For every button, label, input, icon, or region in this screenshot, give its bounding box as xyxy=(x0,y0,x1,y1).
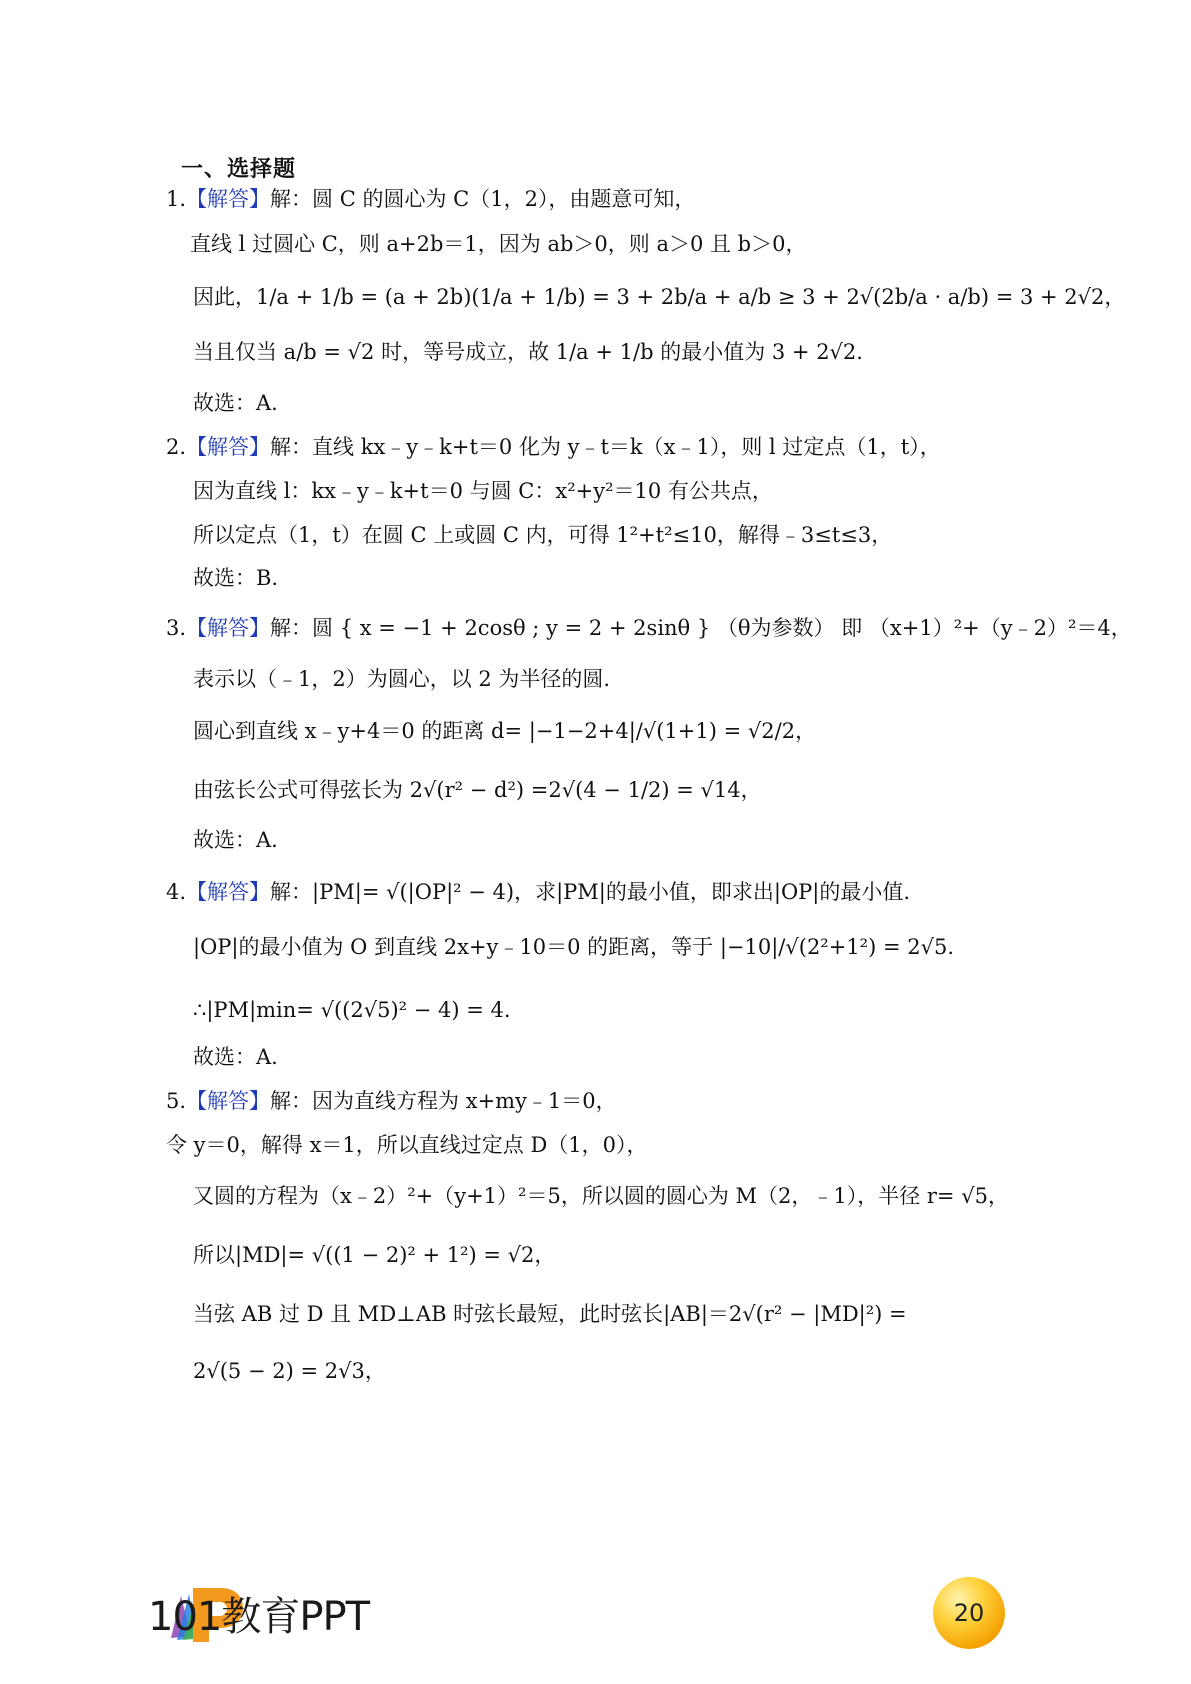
line-text: 解：直线 kx﹣y﹣k+t＝0 化为 y﹣t＝k（x﹣1），则 l 过定点（1，t）， xyxy=(270,435,941,459)
problem-1-line-1 xyxy=(166,184,695,214)
problem-number: 4. xyxy=(166,880,187,904)
problem-number: 2. xyxy=(166,435,187,459)
problem-2-line-1 xyxy=(166,432,941,462)
line-text: 解：因为直线方程为 x+my﹣1＝0， xyxy=(270,1089,617,1113)
problem-1-line-3: 因此，1/a + 1/b = (a + 2b)(1/a + 1/b) = 3 + 2b/a + a/b ≥ 3 + 2√(2b/a · a/b) = 3 + 2√2， xyxy=(193,285,1126,309)
problem-4-line-1 xyxy=(166,877,910,907)
problem-2-line-4: 故选：B. xyxy=(193,566,279,590)
problem-2-line-3: 所以定点（1，t）在圆 C 上或圆 C 内，可得 1²+t²≤10，解得﹣3≤t≤3， xyxy=(193,523,893,547)
problem-5-line-5: 当弦 AB 过 D 且 MD⊥AB 时弦长最短，此时弦长|AB|＝2√(r² − |MD|²) = xyxy=(193,1302,907,1326)
problem-3-line-2: 表示以（﹣1，2）为圆心，以 2 为半径的圆. xyxy=(193,667,611,691)
problem-4-line-2: |OP|的最小值为 O 到直线 2x+y﹣10＝0 的距离，等于 |−10|/√(2²+1²) = 2√5. xyxy=(193,935,955,959)
answer-tag: 【解答】 xyxy=(186,187,271,211)
problem-3-line-5: 故选：A. xyxy=(193,828,278,852)
problem-5-line-2: 令 y＝0，解得 x＝1，所以直线过定点 D（1，0）， xyxy=(166,1133,648,1157)
answer-tag: 【解答】 xyxy=(186,880,271,904)
problem-3-line-4: 由弦长公式可得弦长为 2√(r² − d²) =2√(4 − 1/2) = √14， xyxy=(193,778,762,802)
problem-2-line-2: 因为直线 l：kx﹣y﹣k+t＝0 与圆 C：x²+y²＝10 有公共点， xyxy=(193,479,773,503)
problem-number: 5. xyxy=(166,1089,187,1113)
problem-1-line-2: 直线 l 过圆心 C，则 a+2b＝1，因为 ab＞0，则 a＞0 且 b＞0， xyxy=(190,232,807,256)
problem-1-line-4: 当且仅当 a/b = √2 时，等号成立，故 1/a + 1/b 的最小值为 3 + 2√2. xyxy=(193,340,863,364)
line-text: 解：圆 { x = −1 + 2cosθ ; y = 2 + 2sinθ } （θ为参数） 即 （x+1）²+（y﹣2）²＝4， xyxy=(270,616,1132,640)
answer-tag: 【解答】 xyxy=(186,616,271,640)
problem-5-line-1 xyxy=(166,1086,617,1116)
section-title: 一、选择题 xyxy=(181,156,297,182)
problem-5-line-3: 又圆的方程为（x﹣2）²+（y+1）²＝5，所以圆的圆心为 M（2，﹣1），半径 r= √5， xyxy=(193,1184,1009,1208)
line-text: 解：圆 C 的圆心为 C（1，2），由题意可知， xyxy=(270,187,696,211)
problem-5-line-4: 所以|MD|= √((1 − 2)² + 1²) = √2， xyxy=(193,1243,556,1267)
problem-3-line-1 xyxy=(166,613,1132,643)
problem-1-line-5: 故选：A. xyxy=(193,391,278,415)
line-text: 解：|PM|= √(|OP|² − 4)，求|PM|的最小值，即求出|OP|的最小值. xyxy=(270,880,911,904)
problem-3-line-3: 圆心到直线 x﹣y+4＝0 的距离 d= |−1−2+4|/√(1+1) = √2/2， xyxy=(193,719,817,743)
answer-tag: 【解答】 xyxy=(186,435,271,459)
problem-4-line-3: ∴|PM|min= √((2√5)² − 4) = 4. xyxy=(193,998,511,1022)
answer-tag: 【解答】 xyxy=(186,1089,271,1113)
brand-name: 101教育PPT xyxy=(148,1594,370,1640)
problem-4-line-4: 故选：A. xyxy=(193,1045,278,1069)
page-number-badge: 20 xyxy=(933,1577,1005,1649)
problem-number: 1. xyxy=(166,187,187,211)
problem-5-line-6: 2√(5 − 2) = 2√3， xyxy=(193,1359,386,1383)
problem-number: 3. xyxy=(166,616,187,640)
